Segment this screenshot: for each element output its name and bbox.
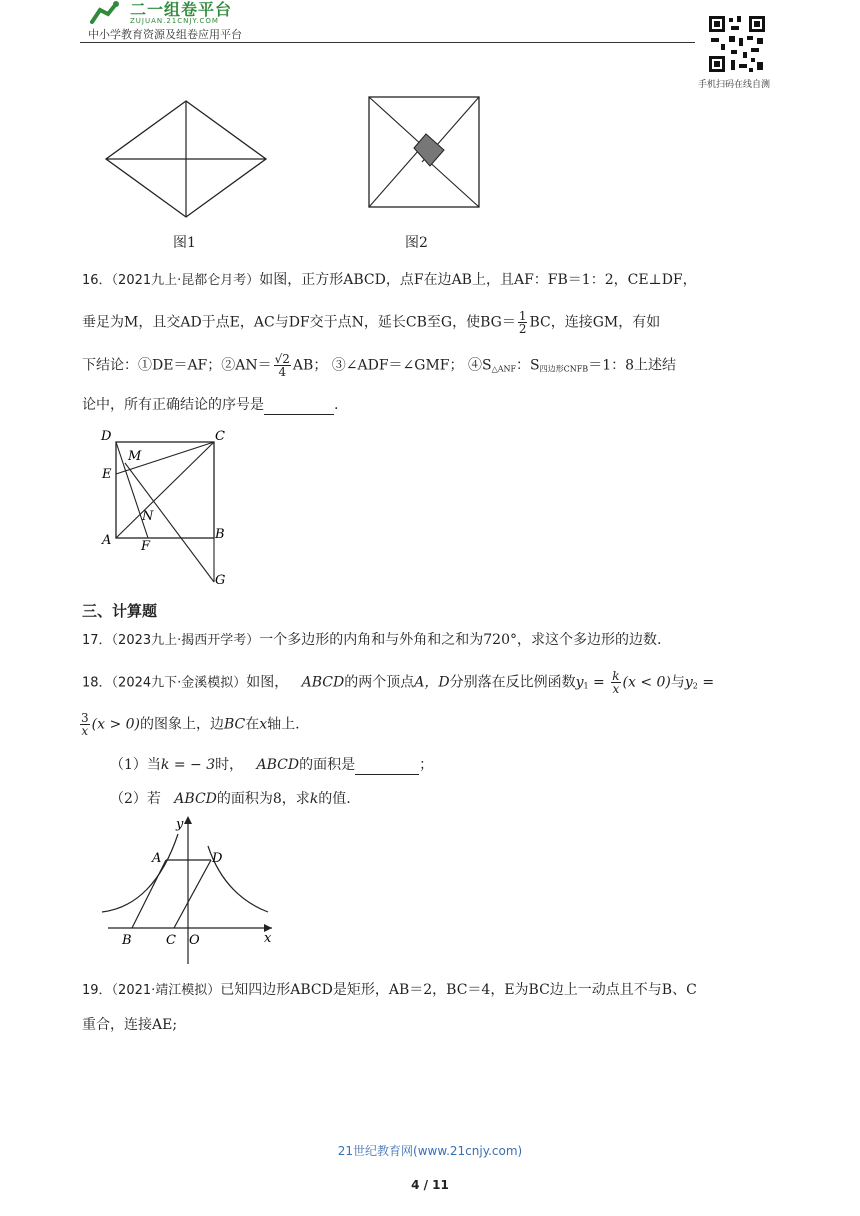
q19-line-1	[82, 980, 697, 1001]
q18-label-A: A	[152, 851, 162, 866]
page-number: 4 / 11	[411, 1178, 449, 1192]
q16-label-B: B	[215, 527, 225, 542]
q18-sub1-k: k = − 3	[160, 757, 216, 773]
frac-den: 4	[278, 365, 287, 379]
figure-2-square	[366, 94, 484, 212]
q16-label-G: G	[215, 573, 226, 588]
q18-sub2-a: （2）若	[110, 791, 161, 807]
logo-url: ZUJUAN.21CNJY.COM	[130, 17, 219, 25]
q18-number: 18．	[82, 675, 112, 691]
q16-text-3a: 下结论：①DE＝AF；②AN＝	[82, 357, 272, 374]
footer-site-link[interactable]: 21世纪教育网(www.21cnjy.com)	[337, 1144, 523, 1158]
q16-label-A: A	[102, 533, 112, 548]
q16-label-E: E	[102, 467, 112, 482]
q18-y1-sub: 1	[583, 681, 589, 691]
q18-sub1-d: ；	[419, 757, 434, 773]
q18-label-x: x	[264, 931, 272, 946]
q18-sub2-abcd: ABCD	[174, 791, 217, 807]
q18-cond1: (x < 0)	[622, 674, 671, 691]
frac-num: k	[612, 669, 620, 683]
header-rule	[80, 42, 695, 43]
q18-line-1	[82, 670, 714, 697]
q16-text-3d: ＝1：8上述结	[588, 357, 677, 374]
q17-source: （2023九上·揭西开学考）	[111, 633, 260, 648]
q18-sub-2	[110, 789, 351, 809]
q18-y2: y	[684, 674, 693, 691]
q16-sub-anf: △ANF	[491, 364, 517, 374]
q18-label-C: C	[166, 933, 176, 948]
figure-1-caption: 图1	[173, 235, 196, 251]
q18-y1: y	[575, 674, 584, 691]
frac-den: x	[612, 682, 620, 696]
qr-caption: 手机扫码在线自测	[698, 80, 771, 90]
q16-text-4a: 论中，所有正确结论的序号是	[82, 397, 264, 413]
q18-cond2: (x > 0)	[91, 716, 140, 733]
q16-line-4	[82, 395, 338, 415]
section-title: 三、计算题	[82, 602, 158, 620]
frac-num: √2	[274, 352, 290, 366]
q18-label-O: O	[189, 933, 200, 948]
q17-number: 17．	[82, 633, 112, 648]
q16-figure-square	[98, 426, 238, 590]
q16-line-2	[82, 310, 660, 335]
q18-sub1-c: 的面积是	[299, 757, 356, 773]
frac-num: 3	[81, 711, 89, 725]
q18-sub-1	[110, 755, 433, 775]
q18-fraction-3-x	[80, 712, 90, 737]
q18-sub2-b: 的面积为8，求	[216, 791, 310, 807]
frac-den: 2	[518, 322, 527, 336]
q18-vertices: A，D	[414, 674, 450, 691]
q16-text-2b: BC，连接GM，有如	[529, 314, 661, 331]
runner-logo-icon	[86, 0, 126, 24]
q18-answer-blank[interactable]	[355, 760, 419, 775]
q18-source: （2024九下·金溪模拟）	[111, 675, 247, 691]
q16-fraction-half	[518, 310, 528, 335]
q18-sub1-a: （1）当	[110, 757, 161, 773]
q18-abcd: ABCD	[301, 674, 345, 691]
q18-eq2: =	[697, 674, 715, 691]
q18-sub1-b: 时，	[215, 757, 244, 773]
q16-sub-cnfb: 四边形CNFB	[539, 364, 589, 374]
q16-number: 16．	[82, 273, 112, 288]
q19-source: （2021·靖江模拟）	[111, 983, 221, 998]
q18-text-2c: 在	[245, 716, 260, 733]
q18-text-1a: 如图，	[246, 674, 289, 691]
q19-text-1: 已知四边形ABCD是矩形，AB＝2，BC＝4，E为BC边上一动点且不与B、C	[220, 982, 697, 998]
q18-xvar: x	[259, 716, 268, 733]
q16-text-2a: 垂足为M，且交AD于点E，AC与DF交于点N，延长CB至G，使BG＝	[82, 314, 516, 331]
logo-name: 二一组卷平台	[130, 0, 233, 19]
q16-text-1: 如图，正方形ABCD，点F在边AB上，且AF：FB＝1：2，CE⊥DF，	[259, 272, 697, 288]
q18-sub2-c: 的值.	[318, 791, 351, 807]
q19-number: 19．	[82, 983, 112, 998]
header-tagline: 中小学教育资源及组卷应用平台	[88, 28, 242, 41]
q18-y2-sub: 2	[692, 681, 698, 691]
q18-sub1-abcd: ABCD	[256, 757, 300, 773]
q18-line-2	[78, 712, 300, 737]
q16-label-D: D	[101, 429, 112, 444]
header-logo	[86, 0, 276, 26]
q16-label-M: M	[128, 449, 142, 464]
q16-answer-blank[interactable]	[264, 400, 334, 415]
q18-text-1b: 的两个顶点	[344, 674, 415, 691]
q19-line-2	[82, 1015, 177, 1035]
q16-label-F: F	[141, 539, 151, 554]
q18-text-1d: 与	[670, 674, 685, 691]
q17-text: 一个多边形的内角和与外角和之和为720°，求这个多边形的边数.	[259, 632, 662, 648]
q18-bc: BC	[224, 716, 246, 733]
q18-text-2b: 的图象上，边	[140, 716, 224, 733]
q18-label-y: y	[176, 817, 184, 832]
q18-fraction-k-x	[611, 670, 620, 695]
q18-sub2-k: k	[309, 791, 319, 807]
qr-code	[707, 14, 767, 74]
q16-line-3	[82, 353, 676, 380]
frac-num: 1	[518, 309, 527, 323]
q16-line-1	[82, 270, 697, 291]
q16-text-3c: ：S	[516, 357, 540, 374]
q18-label-D: D	[212, 851, 223, 866]
q19-text-2: 重合，连接AE;	[82, 1017, 178, 1033]
q18-label-B: B	[122, 933, 132, 948]
q16-text-4b: .	[334, 397, 339, 413]
q18-text-2d: 轴上.	[267, 716, 300, 733]
q18-figure-coordinate	[96, 812, 280, 972]
q18-eq1: =	[588, 674, 610, 691]
q17-line	[82, 630, 661, 651]
frac-den: x	[81, 724, 89, 738]
q16-source: （2021九上·昆都仑月考）	[111, 273, 260, 288]
q16-fraction-root2-4	[274, 353, 291, 378]
figure-1-rhombus	[100, 95, 280, 225]
q16-label-C: C	[215, 429, 225, 444]
q16-text-3b: AB； ③∠ADF＝∠GMF； ④S	[292, 357, 492, 374]
q18-text-1c: 分别落在反比例函数	[449, 674, 576, 691]
figure-2-caption: 图2	[405, 235, 428, 251]
q16-label-N: N	[142, 509, 154, 524]
